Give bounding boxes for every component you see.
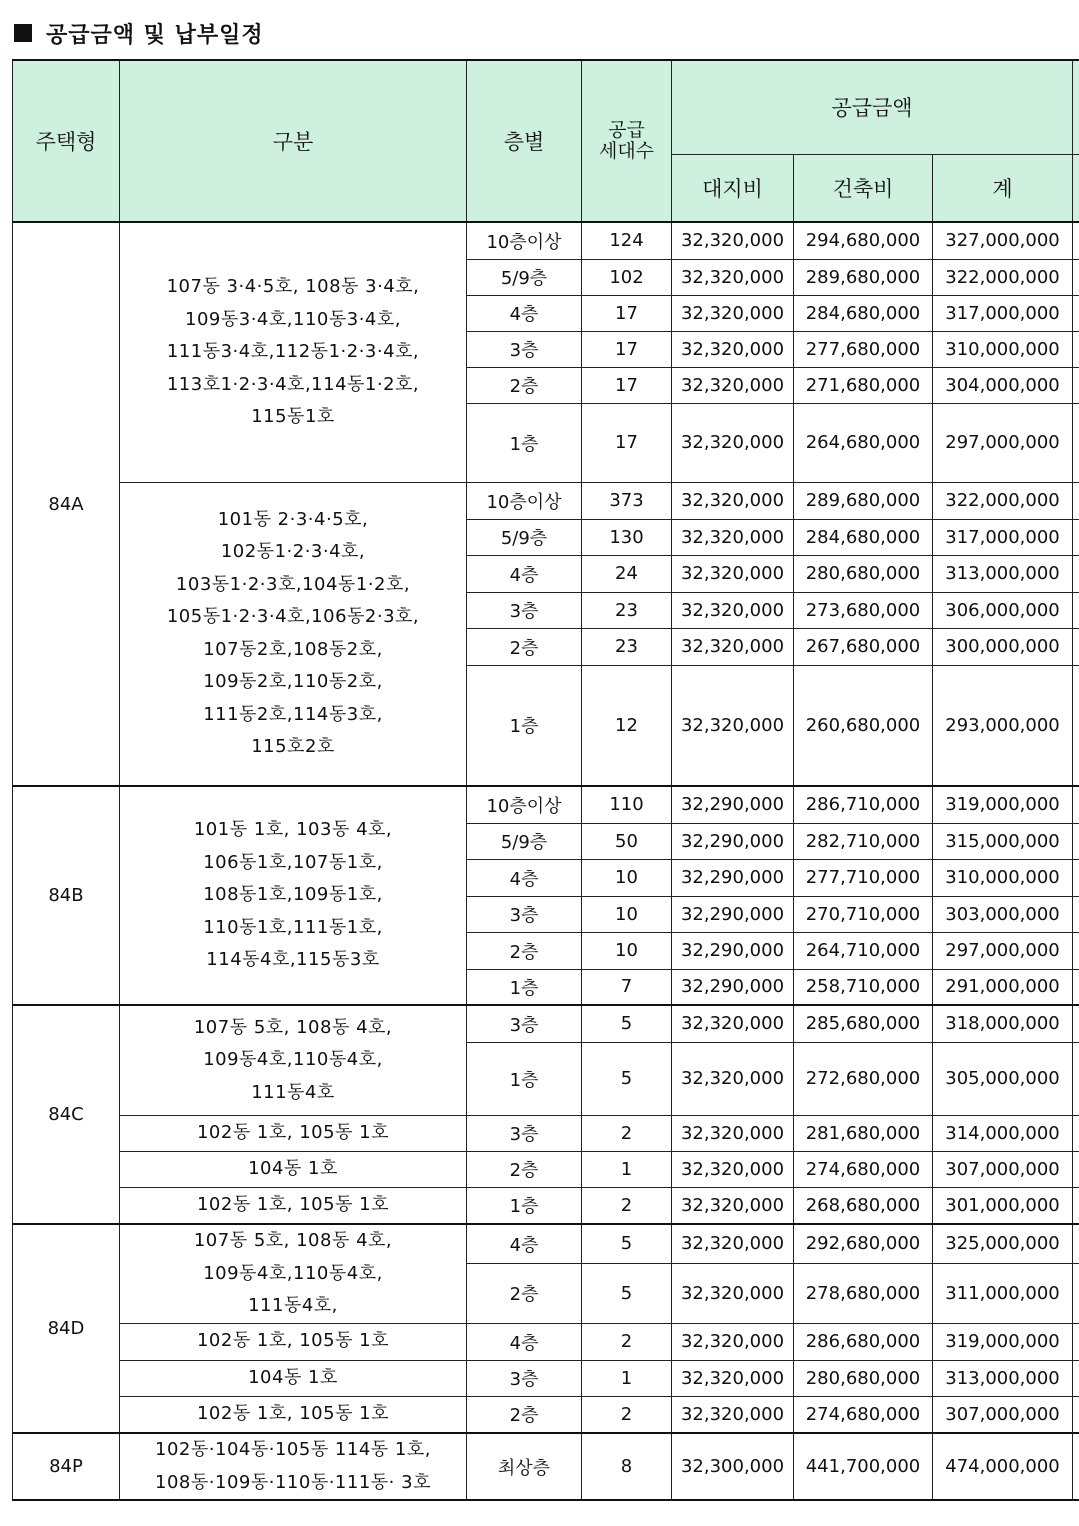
- overflow-cell: [1073, 1005, 1079, 1042]
- units-line: 102동1·2·3·4호,: [220, 541, 366, 563]
- land-price-cell: 32,320,000: [672, 628, 794, 665]
- building-price-cell: 282,710,000: [794, 823, 933, 859]
- type-cell: 84P: [13, 1433, 120, 1500]
- units-cell: [120, 1224, 467, 1323]
- total-price-cell: 310,000,000: [933, 331, 1073, 367]
- units-line: 109동2호,110동2호,: [203, 671, 383, 693]
- overflow-cell: [1073, 823, 1079, 859]
- land-price-cell: 32,300,000: [672, 1433, 794, 1500]
- unit-count-cell: 5: [582, 1263, 672, 1323]
- total-price-cell: 474,000,000: [933, 1433, 1073, 1500]
- units-line: 113호1·2·3·4호,114동1·2호,: [166, 373, 420, 395]
- units-line: 111동3·4호,112동1·2·3·4호,: [166, 341, 420, 362]
- total-price-cell: 327,000,000: [933, 222, 1073, 259]
- overflow-cell: [1073, 896, 1079, 932]
- total-price-cell: 313,000,000: [933, 555, 1073, 592]
- table-row: [13, 1187, 1079, 1224]
- floor-cell: 3층: [467, 1360, 582, 1396]
- total-price-cell: 311,000,000: [933, 1263, 1073, 1323]
- building-price-cell: 292,680,000: [794, 1224, 933, 1263]
- unit-count-cell: 10: [582, 896, 672, 932]
- total-price-cell: 300,000,000: [933, 628, 1073, 665]
- unit-count-cell: 2: [582, 1323, 672, 1360]
- floor-cell: 10층이상: [467, 222, 582, 259]
- building-price-cell: 281,680,000: [794, 1115, 933, 1151]
- floor-cell: 1층: [467, 403, 582, 482]
- overflow-cell: [1073, 628, 1079, 665]
- floor-cell: 2층: [467, 1263, 582, 1323]
- unit-count-cell: 5: [582, 1005, 672, 1042]
- building-price-cell: 264,680,000: [794, 403, 933, 482]
- building-price-cell: 278,680,000: [794, 1263, 933, 1323]
- units-cell: [120, 1360, 467, 1396]
- unit-count-cell: 10: [582, 859, 672, 896]
- building-price-cell: 289,680,000: [794, 259, 933, 295]
- overflow-cell: [1073, 259, 1079, 295]
- overflow-cell: [1073, 932, 1079, 969]
- section-title: [14, 18, 264, 48]
- type-cell: 84A: [13, 222, 120, 786]
- unit-count-cell: 1: [582, 1360, 672, 1396]
- header-supply-units: [582, 60, 672, 222]
- land-price-cell: 32,320,000: [672, 482, 794, 519]
- unit-count-cell: 12: [582, 665, 672, 786]
- units-line: 110동1호,111동1호,: [203, 916, 383, 938]
- total-price-cell: 303,000,000: [933, 896, 1073, 932]
- building-price-cell: 286,680,000: [794, 1323, 933, 1360]
- floor-cell: 3층: [467, 1115, 582, 1151]
- land-price-cell: 32,320,000: [672, 1360, 794, 1396]
- land-price-cell: 32,320,000: [672, 519, 794, 555]
- floor-cell: 1층: [467, 1187, 582, 1224]
- units-line: 102동 1호, 105동 1호: [196, 1194, 390, 1215]
- building-price-cell: 260,680,000: [794, 665, 933, 786]
- total-price-cell: 325,000,000: [933, 1224, 1073, 1263]
- floor-cell: 4층: [467, 859, 582, 896]
- land-price-cell: 32,290,000: [672, 932, 794, 969]
- floor-cell: 최상층: [467, 1433, 582, 1500]
- units-line: 107동 5호, 108동 4호,: [193, 1230, 393, 1251]
- building-price-cell: 268,680,000: [794, 1187, 933, 1224]
- units-line: 105동1·2·3·4호,106동2·3호,: [166, 606, 420, 628]
- table-row: [13, 786, 1079, 823]
- land-price-cell: 32,320,000: [672, 1224, 794, 1263]
- unit-count-cell: 24: [582, 555, 672, 592]
- units-line: 111동4호,: [248, 1295, 338, 1316]
- floor-cell: 1층: [467, 665, 582, 786]
- total-price-cell: 304,000,000: [933, 367, 1073, 403]
- unit-count-cell: 110: [582, 786, 672, 823]
- building-price-cell: 441,700,000: [794, 1433, 933, 1500]
- header-supply-units-line2: 세대수: [598, 140, 655, 162]
- header-division: 구분: [120, 60, 467, 222]
- overflow-cell: [1073, 519, 1079, 555]
- total-price-cell: 314,000,000: [933, 1115, 1073, 1151]
- overflow-cell: [1073, 1263, 1079, 1323]
- overflow-cell: [1073, 1323, 1079, 1360]
- overflow-cell: [1073, 1433, 1079, 1500]
- land-price-cell: 32,320,000: [672, 1151, 794, 1187]
- table-row: [13, 222, 1079, 259]
- table-row: [13, 1151, 1079, 1187]
- unit-count-cell: 7: [582, 969, 672, 1005]
- land-price-cell: 32,320,000: [672, 1396, 794, 1433]
- land-price-cell: 32,320,000: [672, 222, 794, 259]
- floor-cell: 5/9층: [467, 823, 582, 859]
- floor-cell: 5/9층: [467, 519, 582, 555]
- floor-cell: 10층이상: [467, 786, 582, 823]
- unit-count-cell: 23: [582, 628, 672, 665]
- type-cell: 84B: [13, 786, 120, 1005]
- overflow-cell: [1073, 786, 1079, 823]
- land-price-cell: 32,290,000: [672, 896, 794, 932]
- floor-cell: 4층: [467, 1323, 582, 1360]
- floor-cell: 2층: [467, 367, 582, 403]
- units-line: 111동2호,114동3호,: [203, 703, 383, 725]
- units-line: 108동·109동·110동·111동· 3호: [155, 1471, 431, 1493]
- unit-count-cell: 8: [582, 1433, 672, 1500]
- units-line: 109동4호,110동4호,: [203, 1262, 383, 1284]
- overflow-cell: [1073, 665, 1079, 786]
- units-cell: [120, 1005, 467, 1115]
- floor-cell: 2층: [467, 628, 582, 665]
- units-line: 111동4호: [251, 1081, 335, 1103]
- total-price-cell: 301,000,000: [933, 1187, 1073, 1224]
- floor-cell: 1층: [467, 969, 582, 1005]
- total-price-cell: 322,000,000: [933, 259, 1073, 295]
- overflow-cell: [1073, 1151, 1079, 1187]
- type-cell: 84D: [13, 1224, 120, 1433]
- header-total: 계: [933, 154, 1073, 222]
- building-price-cell: 294,680,000: [794, 222, 933, 259]
- building-price-cell: 264,710,000: [794, 932, 933, 969]
- overflow-cell: [1073, 295, 1079, 331]
- table-row: [13, 1224, 1079, 1263]
- units-line: 109동4호,110동4호,: [203, 1049, 383, 1070]
- land-price-cell: 32,320,000: [672, 1187, 794, 1224]
- header-supply-units-line1: 공급: [608, 119, 645, 141]
- unit-count-cell: 17: [582, 295, 672, 331]
- total-price-cell: 297,000,000: [933, 403, 1073, 482]
- table-row: [13, 1433, 1079, 1500]
- land-price-cell: 32,290,000: [672, 786, 794, 823]
- units-line: 115호2호: [251, 736, 335, 758]
- units-line: 108동1호,109동1호,: [203, 884, 383, 906]
- land-price-cell: 32,290,000: [672, 859, 794, 896]
- table-body: [13, 222, 1079, 1500]
- land-price-cell: 32,320,000: [672, 367, 794, 403]
- building-price-cell: 267,680,000: [794, 628, 933, 665]
- floor-cell: 2층: [467, 1151, 582, 1187]
- total-price-cell: 293,000,000: [933, 665, 1073, 786]
- header-overflow-cell: [1073, 154, 1079, 222]
- floor-cell: 2층: [467, 932, 582, 969]
- units-cell: [120, 786, 467, 1005]
- overflow-cell: [1073, 222, 1079, 259]
- overflow-cell: [1073, 592, 1079, 628]
- overflow-cell: [1073, 331, 1079, 367]
- units-line: 103동1·2·3호,104동1·2호,: [175, 573, 411, 595]
- header-floor: 층별: [467, 60, 582, 222]
- land-price-cell: 32,320,000: [672, 665, 794, 786]
- unit-count-cell: 1: [582, 1151, 672, 1187]
- total-price-cell: 319,000,000: [933, 786, 1073, 823]
- total-price-cell: 313,000,000: [933, 1360, 1073, 1396]
- units-line: 107동 3·4·5호, 108동 3·4호,: [166, 276, 420, 297]
- type-cell: 84C: [13, 1005, 120, 1224]
- building-price-cell: 258,710,000: [794, 969, 933, 1005]
- building-price-cell: 271,680,000: [794, 367, 933, 403]
- table-row: [13, 1360, 1079, 1396]
- unit-count-cell: 23: [582, 592, 672, 628]
- table-row: [13, 482, 1079, 519]
- total-price-cell: 317,000,000: [933, 295, 1073, 331]
- total-price-cell: 305,000,000: [933, 1042, 1073, 1115]
- units-cell: [120, 222, 467, 482]
- units-line: 102동·104동·105동 114동 1호,: [155, 1439, 431, 1460]
- total-price-cell: 310,000,000: [933, 859, 1073, 896]
- floor-cell: 3층: [467, 331, 582, 367]
- land-price-cell: 32,320,000: [672, 555, 794, 592]
- building-price-cell: 274,680,000: [794, 1396, 933, 1433]
- total-price-cell: 322,000,000: [933, 482, 1073, 519]
- total-price-cell: 319,000,000: [933, 1323, 1073, 1360]
- unit-count-cell: 17: [582, 403, 672, 482]
- units-line: 101동 1호, 103동 4호,: [193, 819, 393, 841]
- floor-cell: 3층: [467, 1005, 582, 1042]
- building-price-cell: 277,680,000: [794, 331, 933, 367]
- total-price-cell: 297,000,000: [933, 932, 1073, 969]
- total-price-cell: 318,000,000: [933, 1005, 1073, 1042]
- floor-cell: 10층이상: [467, 482, 582, 519]
- building-price-cell: 285,680,000: [794, 1005, 933, 1042]
- header-type: 주택형: [13, 60, 120, 222]
- overflow-cell: [1073, 1115, 1079, 1151]
- header-building: 건축비: [794, 154, 933, 222]
- building-price-cell: 272,680,000: [794, 1042, 933, 1115]
- land-price-cell: 32,320,000: [672, 331, 794, 367]
- square-bullet-icon: [14, 24, 32, 42]
- total-price-cell: 291,000,000: [933, 969, 1073, 1005]
- total-price-cell: 306,000,000: [933, 592, 1073, 628]
- building-price-cell: 273,680,000: [794, 592, 933, 628]
- overflow-cell: [1073, 859, 1079, 896]
- table-row: [13, 1396, 1079, 1433]
- total-price-cell: 315,000,000: [933, 823, 1073, 859]
- units-cell: [120, 1151, 467, 1187]
- building-price-cell: 284,680,000: [794, 295, 933, 331]
- table-row: [13, 1323, 1079, 1360]
- land-price-cell: 32,320,000: [672, 1042, 794, 1115]
- units-cell: [120, 1187, 467, 1224]
- units-line: 107동2호,108동2호,: [203, 638, 383, 660]
- building-price-cell: 280,680,000: [794, 1360, 933, 1396]
- units-cell: [120, 1115, 467, 1151]
- unit-count-cell: 2: [582, 1115, 672, 1151]
- total-price-cell: 317,000,000: [933, 519, 1073, 555]
- floor-cell: 4층: [467, 295, 582, 331]
- building-price-cell: 286,710,000: [794, 786, 933, 823]
- overflow-cell: [1073, 403, 1079, 482]
- land-price-cell: 32,320,000: [672, 1323, 794, 1360]
- overflow-cell: [1073, 1042, 1079, 1115]
- overflow-cell: [1073, 969, 1079, 1005]
- overflow-cell: [1073, 555, 1079, 592]
- land-price-cell: 32,320,000: [672, 1263, 794, 1323]
- building-price-cell: 289,680,000: [794, 482, 933, 519]
- floor-cell: 3층: [467, 896, 582, 932]
- units-cell: [120, 482, 467, 786]
- total-price-cell: 307,000,000: [933, 1151, 1073, 1187]
- units-line: 101동 2·3·4·5호,: [217, 508, 369, 530]
- floor-cell: 2층: [467, 1396, 582, 1433]
- floor-cell: 4층: [467, 555, 582, 592]
- land-price-cell: 32,320,000: [672, 295, 794, 331]
- header-supply-amount: 공급금액: [672, 60, 1073, 154]
- unit-count-cell: 17: [582, 331, 672, 367]
- land-price-cell: 32,320,000: [672, 259, 794, 295]
- units-line: 104동 1호: [248, 1366, 338, 1388]
- unit-count-cell: 17: [582, 367, 672, 403]
- units-line: 114동4호,115동3호: [206, 949, 380, 971]
- table-row: [13, 1115, 1079, 1151]
- units-line: 104동 1호: [248, 1157, 338, 1179]
- unit-count-cell: 130: [582, 519, 672, 555]
- units-line: 107동 5호, 108동 4호,: [193, 1016, 393, 1038]
- floor-cell: 3층: [467, 592, 582, 628]
- table-row: [13, 1005, 1079, 1042]
- units-line: 115동1호: [251, 406, 335, 427]
- unit-count-cell: 5: [582, 1224, 672, 1263]
- units-line: 102동 1호, 105동 1호: [196, 1121, 390, 1143]
- table-header: [13, 60, 1079, 222]
- units-cell: [120, 1433, 467, 1500]
- unit-count-cell: 2: [582, 1396, 672, 1433]
- land-price-cell: 32,320,000: [672, 1005, 794, 1042]
- overflow-cell: [1073, 482, 1079, 519]
- building-price-cell: 277,710,000: [794, 859, 933, 896]
- land-price-cell: 32,320,000: [672, 403, 794, 482]
- unit-count-cell: 2: [582, 1187, 672, 1224]
- unit-count-cell: 10: [582, 932, 672, 969]
- overflow-cell: [1073, 1396, 1079, 1433]
- building-price-cell: 270,710,000: [794, 896, 933, 932]
- building-price-cell: 280,680,000: [794, 555, 933, 592]
- overflow-cell: [1073, 1360, 1079, 1396]
- floor-cell: 4층: [467, 1224, 582, 1263]
- land-price-cell: 32,290,000: [672, 969, 794, 1005]
- floor-cell: 5/9층: [467, 259, 582, 295]
- units-line: 102동 1호, 105동 1호: [196, 1330, 390, 1352]
- land-price-cell: 32,320,000: [672, 1115, 794, 1151]
- building-price-cell: 284,680,000: [794, 519, 933, 555]
- land-price-cell: 32,290,000: [672, 823, 794, 859]
- header-land: 대지비: [672, 154, 794, 222]
- units-cell: [120, 1323, 467, 1360]
- total-price-cell: 307,000,000: [933, 1396, 1073, 1433]
- unit-count-cell: 373: [582, 482, 672, 519]
- supply-price-table: [12, 59, 1079, 1501]
- floor-cell: 1층: [467, 1042, 582, 1115]
- building-price-cell: 274,680,000: [794, 1151, 933, 1187]
- overflow-cell: [1073, 367, 1079, 403]
- units-line: 106동1호,107동1호,: [203, 851, 383, 873]
- header-overflow-cell: [1073, 60, 1079, 154]
- unit-count-cell: 102: [582, 259, 672, 295]
- unit-count-cell: 5: [582, 1042, 672, 1115]
- units-line: 109동3·4호,110동3·4호,: [185, 308, 401, 330]
- unit-count-cell: 50: [582, 823, 672, 859]
- land-price-cell: 32,320,000: [672, 592, 794, 628]
- overflow-cell: [1073, 1187, 1079, 1224]
- unit-count-cell: 124: [582, 222, 672, 259]
- overflow-cell: [1073, 1224, 1079, 1263]
- units-line: 102동 1호, 105동 1호: [196, 1403, 390, 1424]
- section-title-text: 공급금액 및 납부일정: [46, 22, 264, 48]
- units-cell: [120, 1396, 467, 1433]
